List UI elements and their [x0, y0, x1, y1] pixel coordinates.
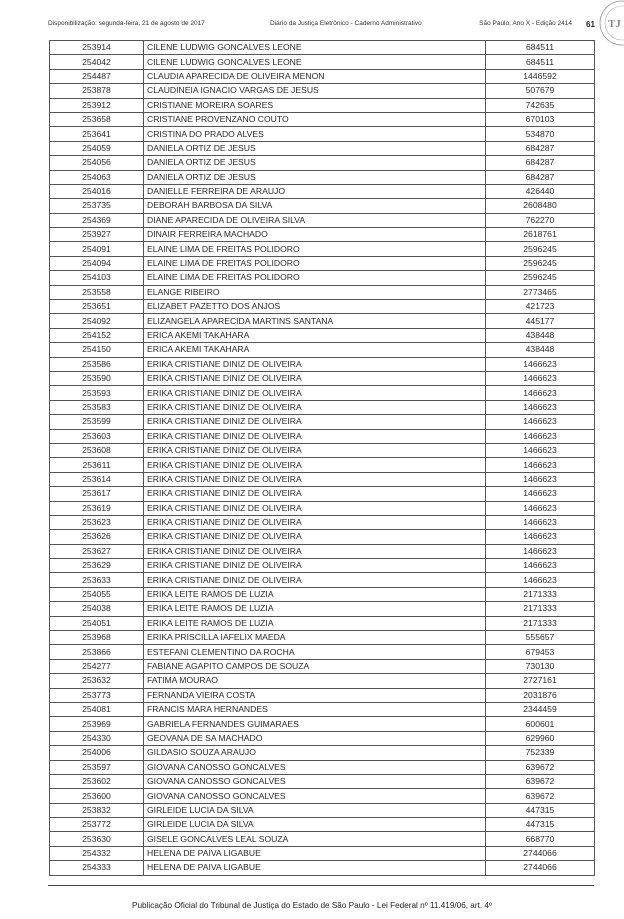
person-name-cell: ERIKA CRISTIANE DINIZ DE OLIVEIRA — [144, 515, 486, 529]
table-row — [50, 242, 595, 256]
person-name-cell: CRISTIANE PROVENZANO COUTO — [144, 112, 486, 126]
record-value-cell: 752339 — [486, 746, 595, 760]
person-name-cell: ELAINE LIMA DE FREITAS POLIDORO — [144, 271, 486, 285]
record-value-cell: 447315 — [486, 818, 595, 832]
record-value-cell: 629960 — [486, 731, 595, 745]
edition-info: São Paulo, Ano X - Edição 2414 — [479, 20, 572, 27]
table-row — [50, 69, 595, 83]
person-name-cell: FRANCIS MARA HERNANDES — [144, 702, 486, 716]
table-row — [50, 731, 595, 745]
record-id-cell: 253611 — [50, 458, 144, 472]
table-row — [50, 631, 595, 645]
person-name-cell: CRISTINA DO PRADO ALVES — [144, 127, 486, 141]
record-value-cell: 762270 — [486, 213, 595, 227]
person-name-cell: ERIKA CRISTIANE DINIZ DE OLIVEIRA — [144, 371, 486, 385]
records-table-container — [49, 40, 595, 876]
person-name-cell: ELAINE LIMA DE FREITAS POLIDORO — [144, 256, 486, 270]
table-row — [50, 803, 595, 817]
record-id-cell: 254092 — [50, 314, 144, 328]
record-id-cell: 253969 — [50, 717, 144, 731]
table-row — [50, 515, 595, 529]
record-id-cell: 253641 — [50, 127, 144, 141]
record-id-cell: 254103 — [50, 271, 144, 285]
record-value-cell: 1466623 — [486, 400, 595, 414]
table-row — [50, 674, 595, 688]
table-row — [50, 386, 595, 400]
table-row — [50, 127, 595, 141]
person-name-cell: CILENE LUDWIG GONCALVES LEONE — [144, 55, 486, 69]
table-row — [50, 774, 595, 788]
person-name-cell: ELAINE LIMA DE FREITAS POLIDORO — [144, 242, 486, 256]
table-row — [50, 156, 595, 170]
person-name-cell: CLAUDIA APARECIDA DE OLIVEIRA MENON — [144, 69, 486, 83]
record-id-cell: 254277 — [50, 659, 144, 673]
record-id-cell: 254152 — [50, 328, 144, 342]
table-row — [50, 443, 595, 457]
record-value-cell: 1466623 — [486, 573, 595, 587]
person-name-cell: GEOVANA DE SA MACHADO — [144, 731, 486, 745]
table-row — [50, 487, 595, 501]
table-row — [50, 760, 595, 774]
table-row — [50, 501, 595, 515]
table-row — [50, 429, 595, 443]
record-id-cell: 253590 — [50, 371, 144, 385]
table-row — [50, 846, 595, 860]
record-value-cell: 1466623 — [486, 515, 595, 529]
record-id-cell: 254006 — [50, 746, 144, 760]
record-id-cell: 253866 — [50, 645, 144, 659]
record-value-cell: 2171333 — [486, 616, 595, 630]
person-name-cell: ERIKA LEITE RAMOS DE LUZIA — [144, 587, 486, 601]
person-name-cell: ELANGE RIBEIRO — [144, 285, 486, 299]
record-id-cell: 253927 — [50, 228, 144, 242]
table-row — [50, 573, 595, 587]
record-value-cell: 2596245 — [486, 256, 595, 270]
table-row — [50, 659, 595, 673]
person-name-cell: GIRLEIDE LUCIA DA SILVA — [144, 818, 486, 832]
record-value-cell: 1466623 — [486, 415, 595, 429]
record-value-cell: 421723 — [486, 300, 595, 314]
record-value-cell: 1466623 — [486, 530, 595, 544]
person-name-cell: ERIKA CRISTIANE DINIZ DE OLIVEIRA — [144, 458, 486, 472]
record-value-cell: 1466623 — [486, 472, 595, 486]
record-id-cell: 253623 — [50, 515, 144, 529]
footer-divider — [48, 885, 594, 886]
table-row — [50, 458, 595, 472]
record-id-cell: 253878 — [50, 84, 144, 98]
table-row — [50, 472, 595, 486]
record-value-cell: 639672 — [486, 760, 595, 774]
record-value-cell: 2744066 — [486, 846, 595, 860]
record-value-cell: 2031876 — [486, 688, 595, 702]
record-id-cell: 253914 — [50, 41, 144, 55]
person-name-cell: ERIKA CRISTIANE DINIZ DE OLIVEIRA — [144, 501, 486, 515]
table-row — [50, 616, 595, 630]
publication-date: Disponibilização: segunda-feira, 21 de agosto de 2017 — [48, 20, 205, 27]
person-name-cell: DANIELA ORTIZ DE JESUS — [144, 156, 486, 170]
person-name-cell: GILDASIO SOUZA ARAUJO — [144, 746, 486, 760]
person-name-cell: HELENA DE PAIVA LIGABUE — [144, 846, 486, 860]
court-seal-icon — [596, 0, 624, 46]
person-name-cell: ERIKA CRISTIANE DINIZ DE OLIVEIRA — [144, 559, 486, 573]
record-value-cell: 600601 — [486, 717, 595, 731]
table-row — [50, 602, 595, 616]
record-id-cell: 254332 — [50, 846, 144, 860]
person-name-cell: DINAIR FERREIRA MACHADO — [144, 228, 486, 242]
person-name-cell: GIOVANA CANOSSO GONCALVES — [144, 789, 486, 803]
table-row — [50, 688, 595, 702]
table-row — [50, 300, 595, 314]
record-value-cell: 684511 — [486, 55, 595, 69]
record-value-cell: 2344459 — [486, 702, 595, 716]
person-name-cell: DIANE APARECIDA DE OLIVEIRA SILVA — [144, 213, 486, 227]
table-row — [50, 271, 595, 285]
record-id-cell: 253599 — [50, 415, 144, 429]
record-value-cell: 2171333 — [486, 602, 595, 616]
record-id-cell: 253658 — [50, 112, 144, 126]
record-id-cell: 254063 — [50, 170, 144, 184]
record-id-cell: 254150 — [50, 343, 144, 357]
table-row — [50, 55, 595, 69]
person-name-cell: DANIELLE FERREIRA DE ARAUJO — [144, 184, 486, 198]
record-id-cell: 254056 — [50, 156, 144, 170]
record-value-cell: 684287 — [486, 141, 595, 155]
record-id-cell: 254333 — [50, 861, 144, 875]
record-value-cell: 438448 — [486, 343, 595, 357]
record-id-cell: 253593 — [50, 386, 144, 400]
record-value-cell: 2744066 — [486, 861, 595, 875]
record-id-cell: 253626 — [50, 530, 144, 544]
person-name-cell: CLAUDINEIA IGNACIO VARGAS DE JESUS — [144, 84, 486, 98]
record-value-cell: 2608480 — [486, 199, 595, 213]
table-row — [50, 559, 595, 573]
record-id-cell: 253614 — [50, 472, 144, 486]
person-name-cell: DEBORAH BARBOSA DA SILVA — [144, 199, 486, 213]
table-row — [50, 112, 595, 126]
table-row — [50, 645, 595, 659]
record-id-cell: 253630 — [50, 832, 144, 846]
person-name-cell: ELIZABET PAZETTO DOS ANJOS — [144, 300, 486, 314]
table-row — [50, 328, 595, 342]
record-id-cell: 253600 — [50, 789, 144, 803]
person-name-cell: CRISTIANE MOREIRA SOARES — [144, 98, 486, 112]
table-row — [50, 41, 595, 55]
table-row — [50, 314, 595, 328]
record-id-cell: 253629 — [50, 559, 144, 573]
record-id-cell: 254059 — [50, 141, 144, 155]
table-row — [50, 818, 595, 832]
record-value-cell: 684287 — [486, 170, 595, 184]
person-name-cell: ERIKA CRISTIANE DINIZ DE OLIVEIRA — [144, 429, 486, 443]
table-row — [50, 789, 595, 803]
person-name-cell: ERIKA CRISTIANE DINIZ DE OLIVEIRA — [144, 472, 486, 486]
person-name-cell: DANIELA ORTIZ DE JESUS — [144, 170, 486, 184]
person-name-cell: ERIKA CRISTIANE DINIZ DE OLIVEIRA — [144, 573, 486, 587]
record-value-cell: 2596245 — [486, 242, 595, 256]
table-row — [50, 170, 595, 184]
table-row — [50, 400, 595, 414]
record-id-cell: 253772 — [50, 818, 144, 832]
person-name-cell: DANIELA ORTIZ DE JESUS — [144, 141, 486, 155]
record-value-cell: 534870 — [486, 127, 595, 141]
person-name-cell: ERIKA CRISTIANE DINIZ DE OLIVEIRA — [144, 443, 486, 457]
journal-title: Diário da Justiça Eletrônico - Caderno Administrativo — [270, 20, 422, 27]
person-name-cell: ELIZANGELA APARECIDA MARTINS SANTANA — [144, 314, 486, 328]
person-name-cell: GIOVANA CANOSSO GONCALVES — [144, 760, 486, 774]
record-value-cell: 679453 — [486, 645, 595, 659]
record-id-cell: 253832 — [50, 803, 144, 817]
table-row — [50, 184, 595, 198]
record-value-cell: 2596245 — [486, 271, 595, 285]
person-name-cell: ERIKA LEITE RAMOS DE LUZIA — [144, 602, 486, 616]
table-row — [50, 861, 595, 875]
record-value-cell: 1466623 — [486, 371, 595, 385]
person-name-cell: ERIKA CRISTIANE DINIZ DE OLIVEIRA — [144, 357, 486, 371]
record-value-cell: 684287 — [486, 156, 595, 170]
record-id-cell: 254051 — [50, 616, 144, 630]
record-value-cell: 684511 — [486, 41, 595, 55]
record-id-cell: 254038 — [50, 602, 144, 616]
record-id-cell: 253583 — [50, 400, 144, 414]
record-id-cell: 254094 — [50, 256, 144, 270]
table-row — [50, 228, 595, 242]
table-row — [50, 199, 595, 213]
record-value-cell: 445177 — [486, 314, 595, 328]
person-name-cell: ERIKA CRISTIANE DINIZ DE OLIVEIRA — [144, 544, 486, 558]
record-id-cell: 253619 — [50, 501, 144, 515]
table-row — [50, 371, 595, 385]
person-name-cell: ERIKA LEITE RAMOS DE LUZIA — [144, 616, 486, 630]
record-id-cell: 253627 — [50, 544, 144, 558]
record-value-cell: 2171333 — [486, 587, 595, 601]
record-id-cell: 253558 — [50, 285, 144, 299]
person-name-cell: FERNANDA VIEIRA COSTA — [144, 688, 486, 702]
table-row — [50, 544, 595, 558]
table-row — [50, 415, 595, 429]
record-value-cell: 742635 — [486, 98, 595, 112]
record-value-cell: 1466623 — [486, 458, 595, 472]
record-id-cell: 254369 — [50, 213, 144, 227]
record-value-cell: 730130 — [486, 659, 595, 673]
page-footer: Publicação Oficial do Tribunal de Justiça do Estado de São Paulo - Lei Federal nº 11.419/06, art. 4º — [132, 901, 492, 910]
table-row — [50, 717, 595, 731]
table-row — [50, 98, 595, 112]
record-value-cell: 668770 — [486, 832, 595, 846]
records-table — [49, 40, 595, 876]
record-value-cell: 507679 — [486, 84, 595, 98]
record-value-cell: 447315 — [486, 803, 595, 817]
person-name-cell: GIRLEIDE LUCIA DA SILVA — [144, 803, 486, 817]
record-id-cell: 253968 — [50, 631, 144, 645]
record-id-cell: 253651 — [50, 300, 144, 314]
record-id-cell: 253602 — [50, 774, 144, 788]
person-name-cell: ESTEFANI CLEMENTINO DA ROCHA — [144, 645, 486, 659]
table-row — [50, 213, 595, 227]
record-id-cell: 253912 — [50, 98, 144, 112]
person-name-cell: ERICA AKEMI TAKAHARA — [144, 343, 486, 357]
record-id-cell: 254042 — [50, 55, 144, 69]
record-id-cell: 254091 — [50, 242, 144, 256]
record-id-cell: 253773 — [50, 688, 144, 702]
record-id-cell: 253617 — [50, 487, 144, 501]
person-name-cell: ERIKA PRISCILLA IAFELIX MAEDA — [144, 631, 486, 645]
table-row — [50, 702, 595, 716]
person-name-cell: GISELE GONCALVES LEAL SOUZA — [144, 832, 486, 846]
person-name-cell: ERIKA CRISTIANE DINIZ DE OLIVEIRA — [144, 487, 486, 501]
record-value-cell: 670103 — [486, 112, 595, 126]
record-id-cell: 253608 — [50, 443, 144, 457]
table-row — [50, 832, 595, 846]
table-row — [50, 285, 595, 299]
record-value-cell: 1466623 — [486, 544, 595, 558]
record-value-cell: 426440 — [486, 184, 595, 198]
person-name-cell: GIOVANA CANOSSO GONCALVES — [144, 774, 486, 788]
person-name-cell: ERIKA CRISTIANE DINIZ DE OLIVEIRA — [144, 415, 486, 429]
table-row — [50, 587, 595, 601]
seal-text: TJ — [608, 18, 621, 30]
record-id-cell: 254016 — [50, 184, 144, 198]
person-name-cell: GABRIELA FERNANDES GUIMARAES — [144, 717, 486, 731]
page-header — [48, 20, 572, 32]
table-row — [50, 141, 595, 155]
record-id-cell: 253597 — [50, 760, 144, 774]
table-row — [50, 357, 595, 371]
record-value-cell: 555657 — [486, 631, 595, 645]
person-name-cell: CILENE LUDWIG GONCALVES LEONE — [144, 41, 486, 55]
record-id-cell: 253735 — [50, 199, 144, 213]
record-value-cell: 1446592 — [486, 69, 595, 83]
record-id-cell: 253633 — [50, 573, 144, 587]
record-id-cell: 254487 — [50, 69, 144, 83]
record-id-cell: 254330 — [50, 731, 144, 745]
record-value-cell: 1466623 — [486, 429, 595, 443]
table-row — [50, 746, 595, 760]
record-value-cell: 1466623 — [486, 501, 595, 515]
record-value-cell: 1466623 — [486, 386, 595, 400]
record-id-cell: 254055 — [50, 587, 144, 601]
record-value-cell: 438448 — [486, 328, 595, 342]
table-row — [50, 256, 595, 270]
person-name-cell: ERICA AKEMI TAKAHARA — [144, 328, 486, 342]
record-value-cell: 1466623 — [486, 559, 595, 573]
person-name-cell: ERIKA CRISTIANE DINIZ DE OLIVEIRA — [144, 386, 486, 400]
record-id-cell: 254081 — [50, 702, 144, 716]
record-value-cell: 2773465 — [486, 285, 595, 299]
record-value-cell: 1466623 — [486, 357, 595, 371]
person-name-cell: ERIKA CRISTIANE DINIZ DE OLIVEIRA — [144, 530, 486, 544]
record-id-cell: 253603 — [50, 429, 144, 443]
record-value-cell: 639672 — [486, 774, 595, 788]
table-row — [50, 530, 595, 544]
record-value-cell: 2727161 — [486, 674, 595, 688]
table-row — [50, 343, 595, 357]
person-name-cell: FABIANE AGAPITO CAMPOS DE SOUZA — [144, 659, 486, 673]
table-row — [50, 84, 595, 98]
record-id-cell: 253632 — [50, 674, 144, 688]
person-name-cell: HELENA DE PAIVA LIGABUE — [144, 861, 486, 875]
record-value-cell: 1466623 — [486, 487, 595, 501]
record-value-cell: 2618761 — [486, 228, 595, 242]
person-name-cell: FATIMA MOURAO — [144, 674, 486, 688]
record-id-cell: 253586 — [50, 357, 144, 371]
page-number: 61 — [586, 20, 595, 29]
person-name-cell: ERIKA CRISTIANE DINIZ DE OLIVEIRA — [144, 400, 486, 414]
record-value-cell: 639672 — [486, 789, 595, 803]
record-value-cell: 1466623 — [486, 443, 595, 457]
